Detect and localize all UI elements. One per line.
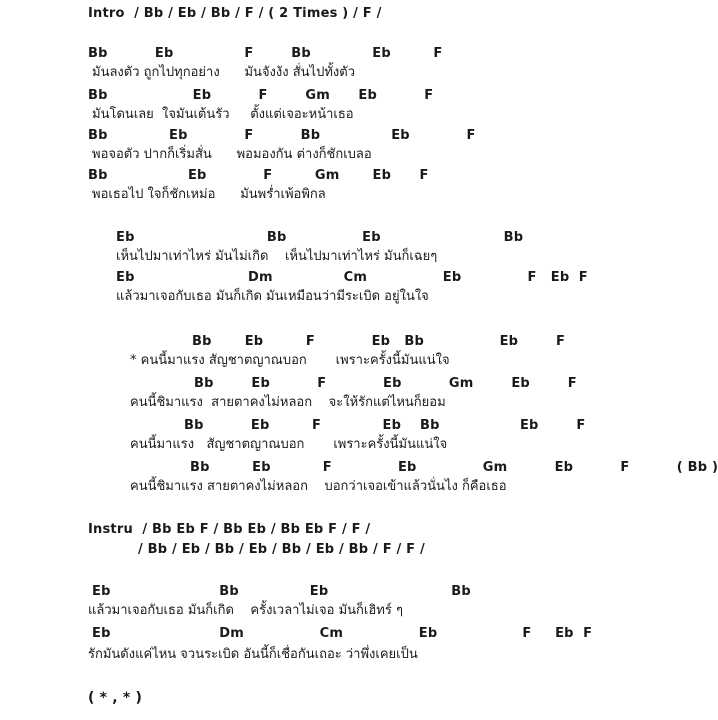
chorus-lyric-2: คนนี้ชิมาแรง สายตาคงไม่หลอก จะให้รักแต่ไหนก็ยอม — [130, 395, 446, 410]
prechorus-lyric-2: แล้วมาเจอกับเธอ มันก็เกิด มันเหมือนว่ามีระเบิด อยู่ในใจ — [116, 289, 429, 304]
chorus-lyric-3: คนนี้มาแรง สัญชาตญาณบอก เพราะครั้งนี้มันแน่ใจ — [130, 437, 448, 452]
verse2-lyric-1: แล้วมาเจอกับเธอ มันก็เกิด ครั้งเวลาไม่เจอ มันก็เฮิทร์ ๆ — [88, 603, 403, 618]
instru-line-1: Instru / Bb Eb F / Bb Eb / Bb Eb F / F / — [88, 522, 371, 537]
verse2-chords-2: Eb Dm Cm Eb F Eb F — [92, 626, 593, 641]
verse1-chords-2: Bb Eb F Gm Eb F — [88, 88, 434, 103]
instru-line-2: / Bb / Eb / Bb / Eb / Bb / Eb / Bb / F / F / — [138, 542, 425, 557]
chorus-chords-1: Bb Eb F Eb Bb Eb F — [192, 334, 566, 349]
prechorus-lyric-1: เห็นไปมาเท่าไหร่ มันไม่เกิด เห็นไปมาเท่าไหร่ มันก็เฉยๆ — [116, 249, 438, 264]
intro-line: Intro / Bb / Eb / Bb / F / ( 2 Times ) / F / — [88, 6, 382, 21]
verse2-chords-1: Eb Bb Eb Bb — [92, 584, 471, 599]
verse1-chords-3: Bb Eb F Bb Eb F — [88, 128, 476, 143]
prechorus-chords-2: Eb Dm Cm Eb F Eb F — [116, 270, 588, 285]
verse1-chords-1: Bb Eb F Bb Eb F — [88, 46, 443, 61]
verse2-lyric-2: รักมันดังแค่ไหน จวนระเบิด อันนี้ก็เชื่อกันเถอะ ว่าพึ่งเคยเป็น — [88, 647, 418, 662]
chorus-lyric-1: * คนนี้มาแรง สัญชาตญาณบอก เพราะครั้งนี้มันแน่ใจ — [130, 353, 450, 368]
chorus-lyric-4: คนนี้ชิมาแรง สายตาคงไม่หลอก บอกว่าเจอเข้าแล้วนั่นไง ก็คือเธอ — [130, 479, 507, 494]
verse1-chords-4: Bb Eb F Gm Eb F — [88, 168, 429, 183]
verse1-lyric-2: มันโดนเลย ใจมันเต้นรัว ตั้งแต่เจอะหน้าเธอ — [92, 107, 354, 122]
verse1-lyric-4: พอเธอไป ใจก็ชักเหม่อ มันพร่ำเพ้อพิกล — [92, 187, 326, 202]
verse1-lyric-1: มันลงตัว ถูกไปทุกอย่าง มันจังงัง สั่นไปทั้งตัว — [92, 65, 356, 80]
chorus-chords-2: Bb Eb F Eb Gm Eb F — [194, 376, 577, 391]
outro-line: ( * , * ) — [88, 690, 143, 706]
verse1-lyric-3: พอจอตัว ปากก็เริ่มสั่น พอมองกัน ต่างก็ชักเบลอ — [92, 147, 372, 162]
chorus-chords-4: Bb Eb F Eb Gm Eb F ( Bb ) — [190, 460, 718, 475]
chorus-chords-3: Bb Eb F Eb Bb Eb F — [184, 418, 586, 433]
prechorus-chords-1: Eb Bb Eb Bb — [116, 230, 524, 245]
